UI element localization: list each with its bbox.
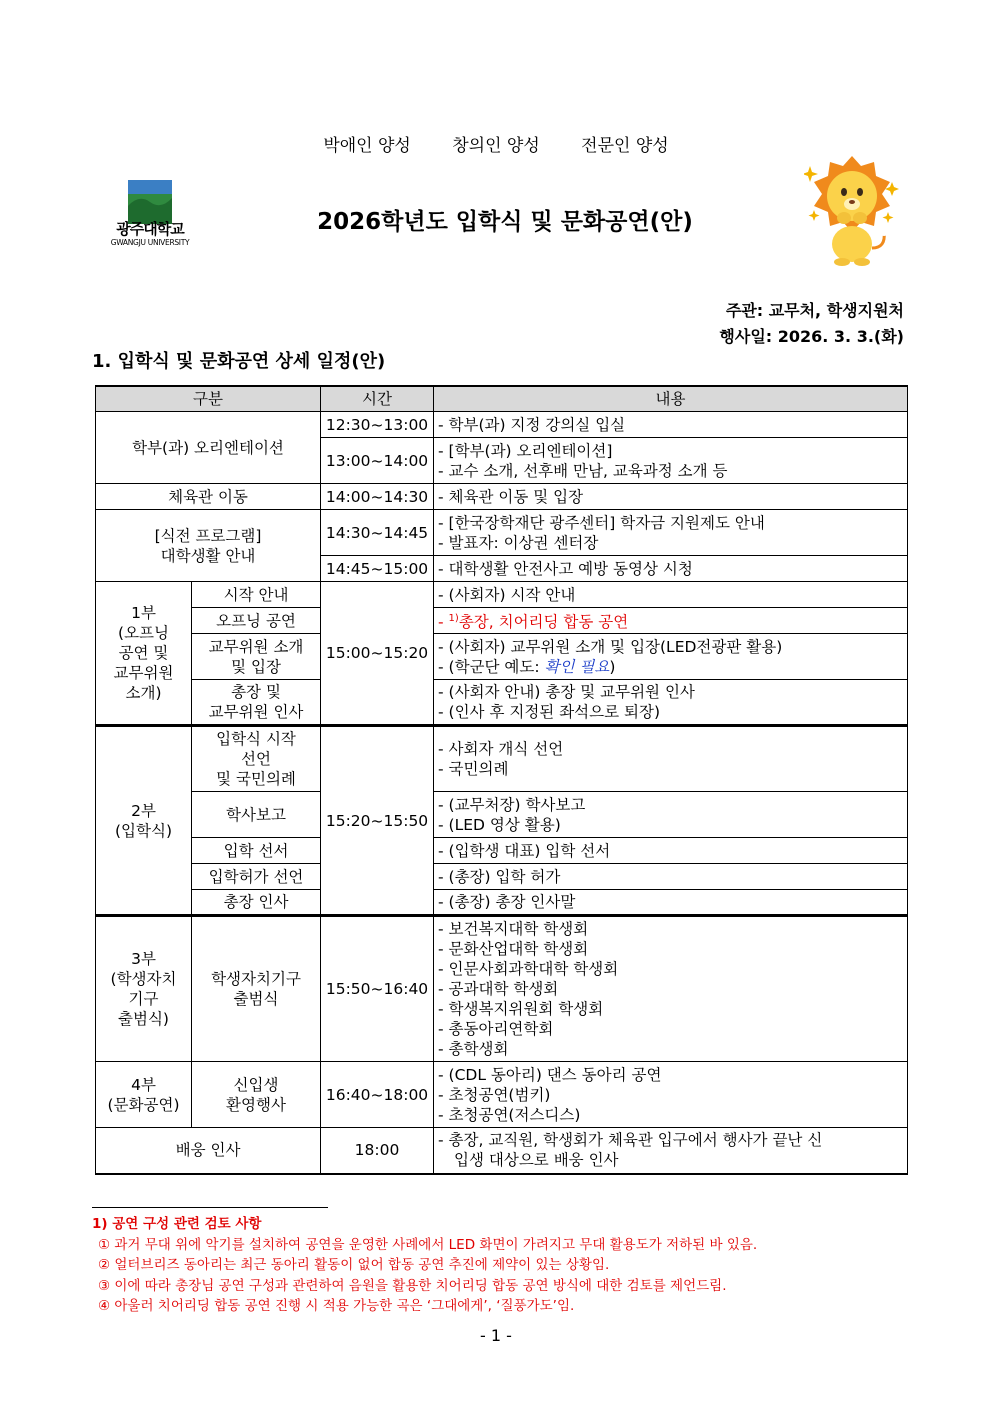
table-row	[96, 582, 908, 608]
category-line: 대학생활 안내	[160, 546, 256, 565]
part-line: 2부	[131, 801, 156, 820]
content-cell	[434, 680, 908, 726]
time-cell: 18:00	[321, 1128, 434, 1174]
sub-category-cell: 입학허가 선언	[192, 864, 321, 890]
part-line: 소개)	[125, 684, 162, 702]
content-cell	[434, 634, 908, 680]
part-line: 공연 및	[118, 644, 169, 662]
content-cell: - (입학생 대표) 입학 선서	[434, 838, 908, 864]
sub-line: 출범식	[233, 990, 279, 1008]
content-line	[438, 657, 903, 677]
table-row	[96, 608, 908, 634]
footnote-heading: 1) 공연 구성 관련 검토 사항	[92, 1216, 262, 1232]
sub-category-cell: 학사보고	[192, 792, 321, 838]
content-cell: - 학부(과) 지정 강의실 입실	[434, 412, 908, 438]
sub-line: 선언	[241, 750, 271, 768]
table-row	[96, 634, 908, 680]
part-line: 1부	[131, 604, 156, 622]
sub-line: 입학식 시작	[216, 730, 296, 748]
sub-category-cell: 시작 안내	[192, 582, 321, 608]
content-cell	[434, 726, 908, 792]
sub-category-cell	[192, 1062, 321, 1128]
content-text: )	[609, 657, 616, 676]
header-time: 시간	[321, 386, 434, 412]
header-content: 내용	[434, 386, 908, 412]
sub-line: 학생자치기구	[211, 970, 301, 988]
footnote-item: ③ 이에 따라 총장님 공연 구성과 관련하여 음원을 활용한 치어리딩 합동 공연 방식에 대한 검토를 제언드림.	[98, 1277, 727, 1294]
sub-line: 총장 및	[231, 683, 281, 701]
sub-category-cell	[192, 680, 321, 726]
list-item: - 초청공연(범키)	[438, 1085, 551, 1104]
sub-category-cell	[192, 726, 321, 792]
part-line: 교무위원	[113, 664, 174, 682]
list-item: - 공과대학 학생회	[438, 980, 559, 998]
host-line: 주관: 교무처, 학생지원처	[725, 301, 904, 320]
page-title: 2026학년도 입학식 및 문화공연(안)	[317, 209, 693, 235]
logo-korean-name: 광주대학교	[116, 220, 184, 238]
table-row	[96, 484, 908, 510]
content-text: - (학군단 예도:	[438, 657, 545, 676]
time-cell: 14:00~14:30	[321, 484, 434, 510]
time-cell: 15:50~16:40	[321, 916, 434, 1062]
list-item: - 총학생회	[438, 1040, 509, 1058]
schedule-table	[95, 385, 908, 1175]
content-line: - 국민의례	[438, 760, 509, 778]
content-line: - 총장, 교직원, 학생회가 체육관 입구에서 행사가 끝난 신	[438, 1131, 823, 1150]
table-row	[96, 838, 908, 864]
content-line: - [한국장학재단 광주센터] 학자금 지원제도 안내	[438, 513, 765, 532]
time-cell: 14:45~15:00	[321, 556, 434, 582]
part-cell	[96, 726, 192, 916]
table-row	[96, 1062, 908, 1128]
table-row	[96, 726, 908, 792]
table-row	[96, 680, 908, 726]
table-row	[96, 916, 908, 1062]
footnote-item: ④ 아울러 치어리딩 합동 공연 진행 시 적용 가능한 곡은 ‘그대에게’, ‘질풍가도’임.	[98, 1298, 575, 1314]
sub-category-cell	[192, 634, 321, 680]
content-line: - (사회자) 교무위원 소개 및 입장(LED전광판 활용)	[438, 637, 783, 656]
sub-line: 및 국민의례	[216, 770, 296, 788]
part-line: (오프닝	[118, 624, 169, 642]
sub-line: 신입생	[233, 1075, 279, 1094]
sub-category-cell: 총장 인사	[192, 890, 321, 916]
motto-1: 박애인 양성	[323, 136, 411, 156]
part-line: (문화공연)	[107, 1095, 180, 1114]
content-line: - 발표자: 이상권 센터장	[438, 533, 599, 552]
part-line: 기구	[128, 990, 159, 1008]
content-line: - (LED 영상 활용)	[438, 815, 561, 834]
content-cell: - (사회자) 시작 안내	[434, 582, 908, 608]
list-item: - 문화산업대학 학생회	[438, 940, 589, 958]
university-logo	[108, 180, 192, 252]
content-line: - (교무처장) 학사보고	[438, 795, 586, 814]
section-title: 1. 입학식 및 문화공연 상세 일정(안)	[92, 351, 386, 372]
motto-2: 창의인 양성	[452, 136, 540, 156]
content-cell	[434, 1062, 908, 1128]
footnote-item: ② 얼터브리즈 동아리는 최근 동아리 활동이 없어 합동 공연 추진에 제약이 있는 상황임.	[98, 1257, 610, 1273]
part-line: 4부	[131, 1075, 156, 1094]
table-row	[96, 792, 908, 838]
motto-3: 전문인 양성	[581, 136, 669, 156]
category-cell: 체육관 이동	[96, 484, 321, 510]
content-text: 총장, 치어리딩 합동 공연	[458, 613, 629, 632]
part-line: (입학식)	[114, 821, 172, 840]
list-item: - (CDL 동아리) 댄스 동아리 공연	[438, 1065, 662, 1084]
sub-category-cell	[192, 916, 321, 1062]
sub-line: 교무위원 인사	[208, 703, 304, 721]
list-item: - 인문사회과학대학 학생회	[438, 960, 619, 978]
content-cell: - 체육관 이동 및 입장	[434, 484, 908, 510]
dash: -	[438, 613, 449, 632]
time-cell: 13:00~14:00	[321, 438, 434, 484]
content-cell	[434, 438, 908, 484]
page-number: - 1 -	[480, 1326, 512, 1345]
sub-line: 환영행사	[226, 1095, 286, 1114]
logo-english-name: GWANGJU UNIVERSITY	[110, 238, 190, 247]
table-row	[96, 412, 908, 438]
part-cell	[96, 582, 192, 726]
content-cell	[434, 1128, 908, 1174]
list-item: - 보건복지대학 학생회	[438, 920, 589, 938]
part-cell	[96, 1062, 192, 1128]
content-line: - [학부(과) 오리엔테이션]	[438, 441, 613, 460]
time-cell: 16:40~18:00	[321, 1062, 434, 1128]
footnote	[92, 1214, 912, 1317]
part-cell	[96, 916, 192, 1062]
content-cell: - (총장) 총장 인사말	[434, 890, 908, 916]
content-cell: - (총장) 입학 허가	[434, 864, 908, 890]
table-header-row	[96, 386, 908, 412]
content-cell	[434, 916, 908, 1062]
category-cell: 학부(과) 오리엔테이션	[96, 412, 321, 484]
category-line: [식전 프로그램]	[154, 526, 262, 545]
header-category: 구분	[96, 386, 321, 412]
category-cell	[96, 510, 321, 582]
content-line: - 사회자 개식 선언	[438, 740, 564, 758]
table-row	[96, 864, 908, 890]
lion-mascot-icon	[804, 152, 900, 268]
content-cell	[434, 608, 908, 634]
time-cell: 14:30~14:45	[321, 510, 434, 556]
footnote-item: ① 과거 무대 위에 악기를 설치하여 공연을 운영한 사례에서 LED 화면이 가려지고 무대 활용도가 저하된 바 있음.	[98, 1236, 758, 1253]
list-item: - 총동아리연학회	[438, 1020, 554, 1038]
part-line: 출범식)	[118, 1010, 169, 1028]
date-line: 행사일: 2026. 3. 3.(화)	[719, 327, 904, 346]
table-row	[96, 510, 908, 556]
time-cell: 12:30~13:00	[321, 412, 434, 438]
content-cell	[434, 510, 908, 556]
content-line: - (사회자 안내) 총장 및 교무위원 인사	[438, 683, 695, 701]
table-row	[96, 890, 908, 916]
sub-category-cell: 입학 선서	[192, 838, 321, 864]
part-line: (학생자치	[110, 970, 177, 988]
part-line: 3부	[131, 950, 156, 968]
list-item: - 초청공연(저스디스)	[438, 1105, 581, 1124]
event-meta	[719, 298, 904, 350]
content-line: 입생 대상으로 배웅 인사	[454, 1151, 619, 1170]
list-item: - 학생복지위원회 학생회	[438, 1000, 604, 1018]
footnote-divider	[92, 1207, 328, 1208]
note-highlight: 확인 필요	[544, 657, 610, 676]
category-cell: 배웅 인사	[96, 1128, 321, 1174]
sub-category-cell: 오프닝 공연	[192, 608, 321, 634]
sub-line: 및 입장	[231, 657, 281, 676]
content-cell	[434, 792, 908, 838]
content-cell: - 대학생활 안전사고 예방 동영상 시청	[434, 556, 908, 582]
sub-line: 교무위원 소개	[208, 637, 304, 656]
time-cell: 15:00~15:20	[321, 582, 434, 726]
time-cell: 15:20~15:50	[321, 726, 434, 916]
content-line: - (인사 후 지정된 좌석으로 퇴장)	[438, 703, 661, 721]
table-row	[96, 1128, 908, 1174]
footnote-marker: 1)	[448, 612, 459, 624]
content-line: - 교수 소개, 선후배 만남, 교육과정 소개 등	[438, 461, 728, 480]
